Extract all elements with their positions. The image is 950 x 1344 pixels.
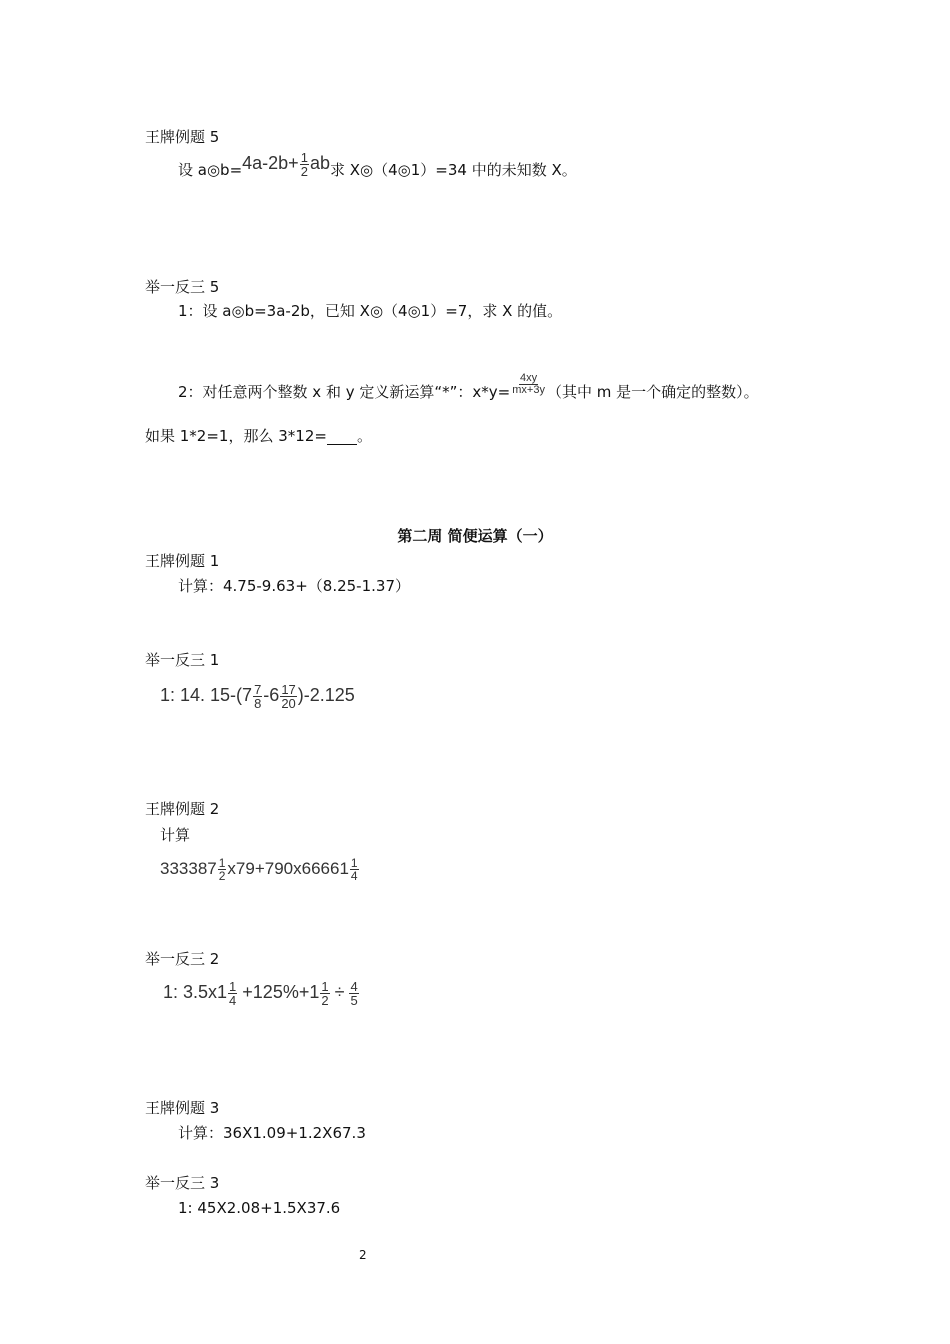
example-2-label: 计算 <box>160 826 191 844</box>
fraction <box>300 151 309 178</box>
fraction-denominator: 20 <box>281 695 296 711</box>
expression-middle: x79+790x66661 <box>227 858 349 878</box>
fraction <box>253 683 262 710</box>
example-5-problem <box>178 149 577 188</box>
formula-lead: 4a-2b+ <box>242 153 299 174</box>
fraction-numerator: 1 <box>350 855 358 870</box>
fraction-denominator: 8 <box>254 695 262 711</box>
question-2-suffix: （其中 m 是一个确定的整数）。 <box>546 383 759 401</box>
fraction-numerator: 4xy <box>520 371 538 384</box>
fraction-numerator: 7 <box>254 681 262 697</box>
period: 。 <box>356 427 372 445</box>
expression-lead: 1: 14. 15-(7 <box>160 685 253 706</box>
question-text: 如果 1*2=1，那么 3*12= <box>145 427 327 445</box>
practice-2-expression <box>163 974 360 1012</box>
page-number: 2 <box>359 1248 367 1262</box>
practice-1-title: 举一反三 1 <box>145 651 220 669</box>
practice-5-question-2 <box>178 372 759 412</box>
fraction <box>280 683 296 710</box>
practice-5-question-1: 1：设 a◎b=3a-2b，已知 X◎（4◎1）=7，求 X 的值。 <box>178 302 563 320</box>
expression-lead: 333387 <box>160 858 217 878</box>
fraction <box>320 980 329 1007</box>
example-2-expression <box>160 850 360 888</box>
example-3-problem: 计算：36X1.09+1.2X67.3 <box>178 1124 366 1142</box>
week-heading: 第二周 简便运算（一） <box>397 527 553 545</box>
practice-3-problem: 1: 45X2.08+1.5X37.6 <box>178 1199 341 1217</box>
practice-3-title: 举一反三 3 <box>145 1174 220 1192</box>
example-5-formula <box>242 151 330 178</box>
practice-5-question-2-line-2 <box>145 427 372 445</box>
fraction-numerator: 4 <box>350 978 358 994</box>
fraction <box>228 980 237 1007</box>
fraction-denominator: 2 <box>321 992 329 1008</box>
fraction-denominator: 4 <box>229 992 237 1008</box>
practice-1-expression <box>160 676 355 716</box>
expression-tail: )-2.125 <box>297 685 355 706</box>
fraction-numerator: 1 <box>218 855 226 870</box>
fraction-denominator: 5 <box>350 992 358 1008</box>
fraction-numerator: 1 <box>300 149 308 165</box>
example-5-prefix: 设 a◎b= <box>178 161 243 179</box>
example-5-title: 王牌例题 5 <box>145 128 220 146</box>
expression-lead: 1: 3.5x1 <box>163 982 228 1003</box>
fraction <box>218 857 227 882</box>
fraction-numerator: 1 <box>229 978 237 994</box>
division-sign: ÷ <box>334 982 345 1003</box>
expression-middle: +125%+1 <box>242 982 320 1003</box>
formula-tail: ab <box>309 153 330 174</box>
expression-middle: -6 <box>263 685 280 706</box>
question-2-prefix: 2：对任意两个整数 x 和 y 定义新运算“*”：x*y= <box>178 383 511 401</box>
fraction <box>349 980 358 1007</box>
example-2-title: 王牌例题 2 <box>145 800 220 818</box>
example-1-problem: 计算：4.75-9.63+（8.25-1.37） <box>178 577 410 595</box>
practice-2-title: 举一反三 2 <box>145 950 220 968</box>
example-1-title: 王牌例题 1 <box>145 552 220 570</box>
fraction-numerator: 17 <box>281 681 296 697</box>
example-3-title: 王牌例题 3 <box>145 1099 220 1117</box>
example-5-suffix: 求 X◎（4◎1）=34 中的未知数 X。 <box>329 161 577 179</box>
fraction <box>350 857 359 882</box>
fraction-denominator: 2 <box>218 868 226 883</box>
practice-5-title: 举一反三 5 <box>145 278 220 296</box>
fraction-denominator: 4 <box>350 868 358 883</box>
fraction-numerator: 1 <box>321 978 329 994</box>
answer-blank <box>327 428 357 445</box>
fraction-denominator: 2 <box>300 163 308 179</box>
fraction <box>511 373 546 396</box>
fraction-denominator: mx+3y <box>512 383 545 396</box>
